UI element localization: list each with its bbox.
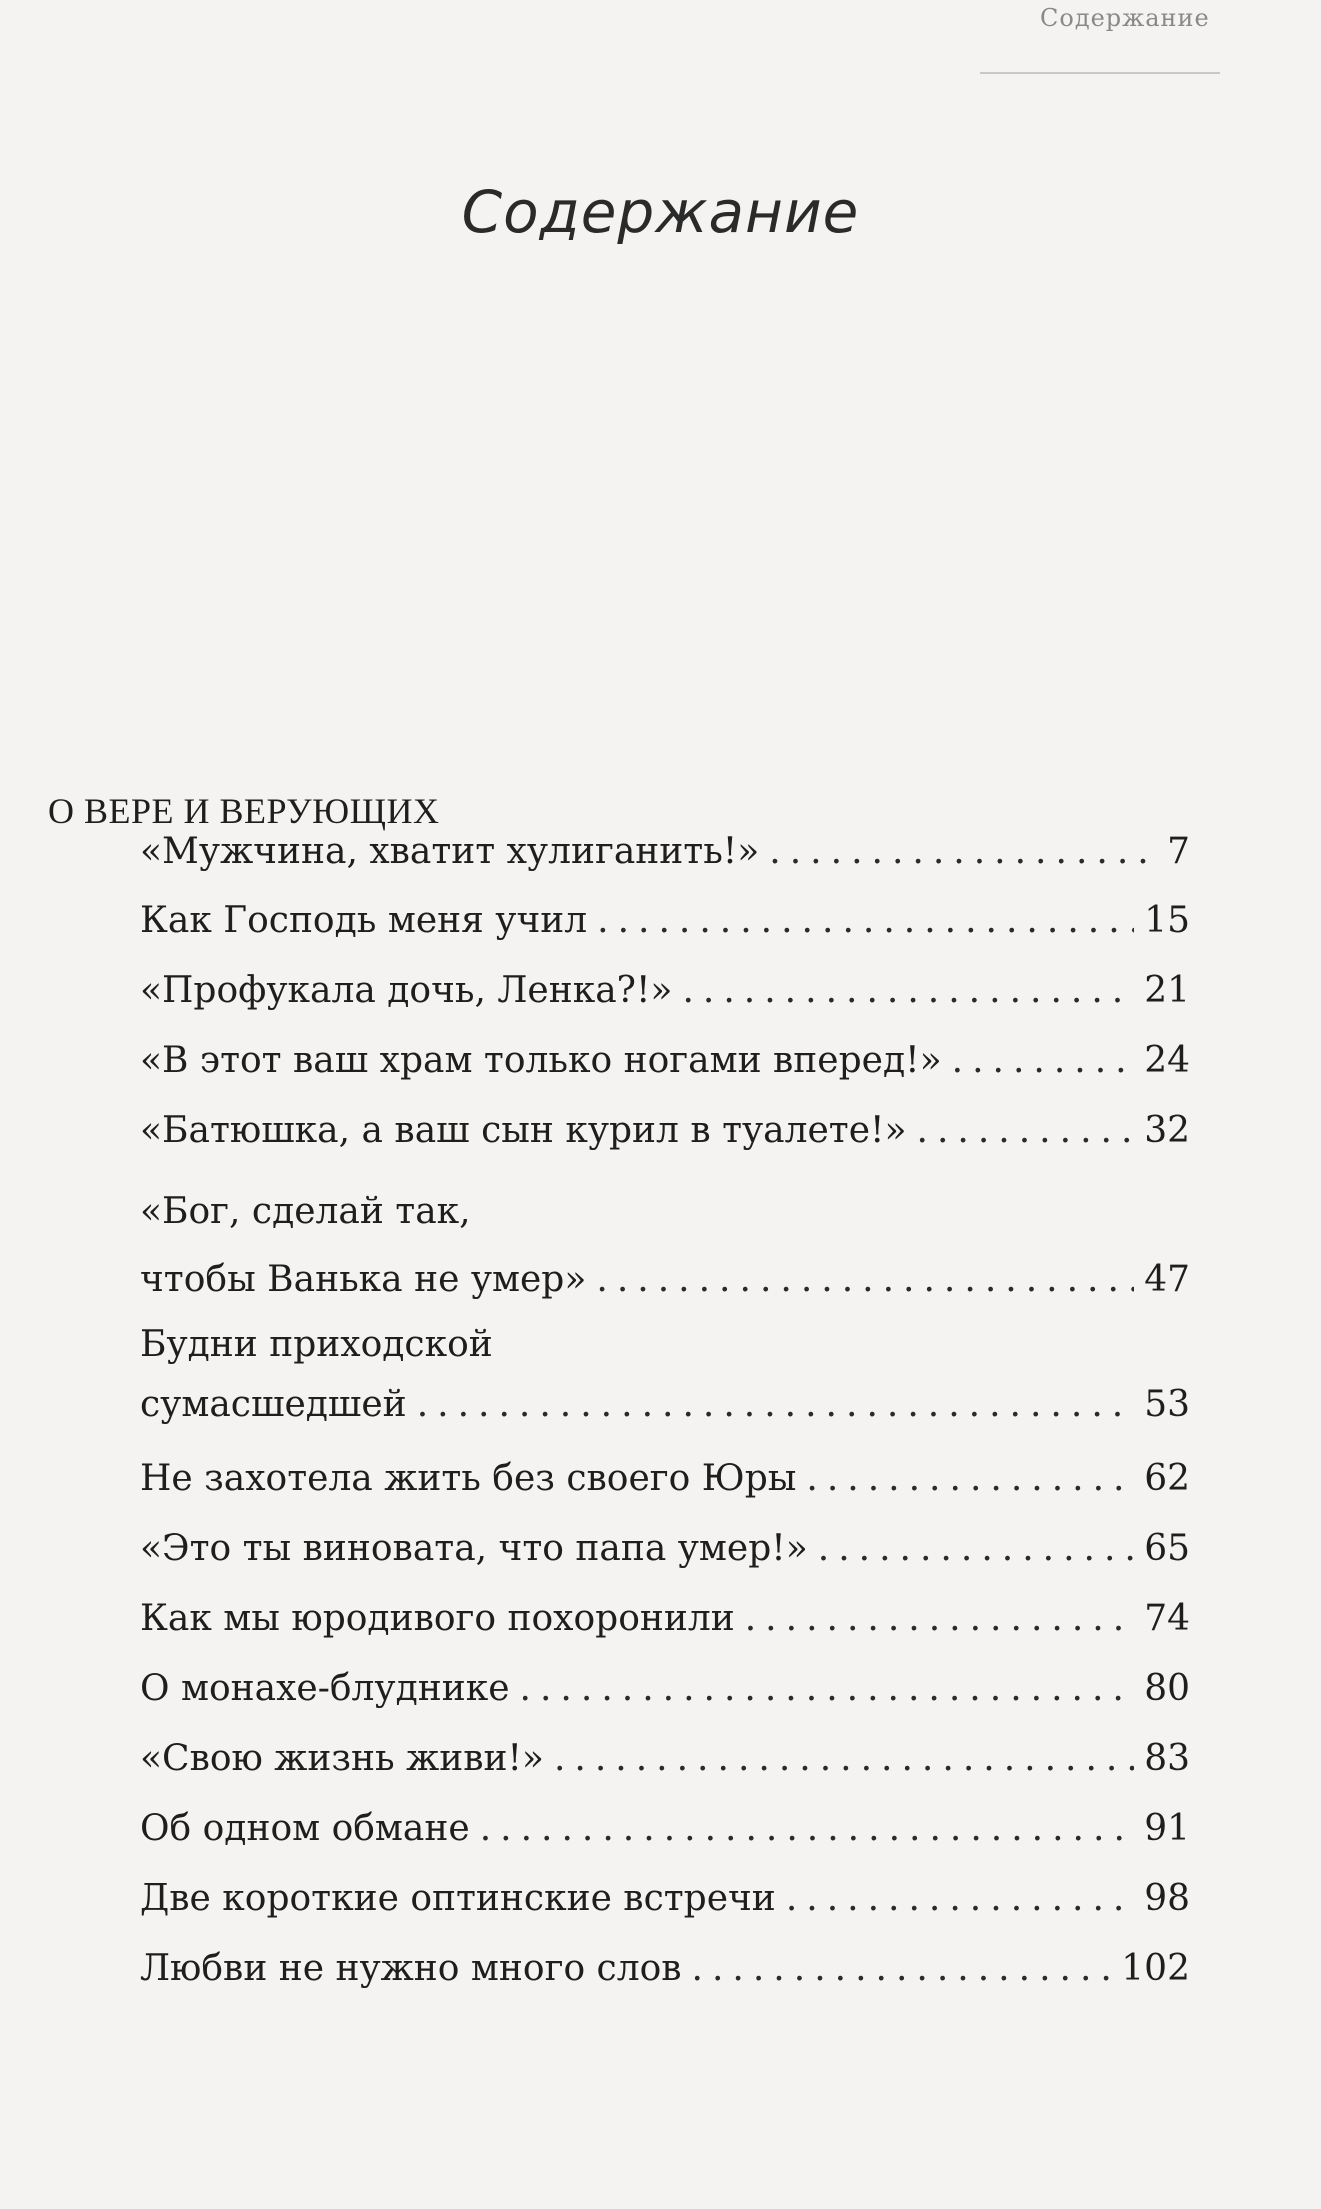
toc-entry-page: 53 bbox=[1144, 1384, 1190, 1425]
toc-entry-title: Не захотела жить без своего Юры bbox=[140, 1458, 797, 1499]
leader-dots bbox=[917, 1107, 1135, 1155]
toc-entry[interactable] bbox=[140, 1107, 1190, 1155]
leader-dots bbox=[520, 1665, 1135, 1713]
toc-entry[interactable] bbox=[140, 1875, 1190, 1923]
leader-dots bbox=[692, 1945, 1112, 1993]
leader-dots bbox=[818, 1525, 1134, 1573]
toc-entry-page: 74 bbox=[1144, 1598, 1190, 1639]
toc-entry-page: 83 bbox=[1144, 1738, 1190, 1779]
toc-entry-title: Как Господь меня учил bbox=[140, 900, 588, 941]
leader-dots bbox=[952, 1037, 1135, 1085]
toc-entry[interactable] bbox=[140, 1321, 1190, 1429]
toc-entry[interactable] bbox=[140, 828, 1190, 876]
toc-entry-page: 80 bbox=[1144, 1668, 1190, 1709]
toc-entry-page: 24 bbox=[1144, 1040, 1190, 1081]
toc-entry-title: сумасшедшей bbox=[140, 1384, 407, 1425]
toc-entry[interactable] bbox=[140, 1805, 1190, 1853]
toc-entry-title-line1: «Бог, сделай так, bbox=[140, 1191, 471, 1232]
toc-entry-title: «Мужчина, хватит хулиганить!» bbox=[140, 831, 760, 872]
toc-entry[interactable] bbox=[140, 1525, 1190, 1573]
toc-entry-page: 65 bbox=[1144, 1528, 1190, 1569]
toc-entry-title: Любви не нужно много слов bbox=[140, 1948, 682, 1989]
toc-entry-page: 15 bbox=[1144, 900, 1190, 941]
toc-entry[interactable] bbox=[140, 1945, 1190, 1993]
toc-entry-title: «В этот ваш храм только ногами вперед!» bbox=[140, 1040, 942, 1081]
toc-entry-page: 21 bbox=[1144, 970, 1190, 1011]
leader-dots bbox=[769, 828, 1152, 876]
toc-entry-page: 98 bbox=[1144, 1878, 1190, 1919]
toc-entry-title: Об одном обмане bbox=[140, 1808, 470, 1849]
leader-dots bbox=[597, 897, 1134, 945]
toc-entry-page: 47 bbox=[1144, 1259, 1190, 1300]
toc-entry[interactable] bbox=[140, 897, 1190, 945]
toc-entry-title: «Профукала дочь, Ленка?!» bbox=[140, 970, 673, 1011]
toc-entry-page: 102 bbox=[1121, 1948, 1190, 1989]
leader-dots bbox=[554, 1735, 1134, 1783]
leader-dots bbox=[480, 1805, 1134, 1853]
toc-entry-title-line1: Будни приходской bbox=[140, 1324, 493, 1365]
toc-entry[interactable] bbox=[140, 967, 1190, 1015]
page-title: Содержание bbox=[461, 178, 860, 246]
toc-entry-page: 62 bbox=[1144, 1458, 1190, 1499]
header-rule bbox=[980, 72, 1220, 74]
leader-dots bbox=[806, 1455, 1134, 1503]
toc-entry[interactable] bbox=[140, 1595, 1190, 1643]
toc-entry-page: 91 bbox=[1144, 1808, 1190, 1849]
leader-dots bbox=[682, 967, 1134, 1015]
leader-dots bbox=[596, 1256, 1134, 1304]
leader-dots bbox=[745, 1595, 1134, 1643]
toc-entry-title: Как мы юродивого похоронили bbox=[140, 1598, 735, 1639]
toc-entry-page: 7 bbox=[1167, 831, 1190, 872]
toc-entry-title: О монахе-блуднике bbox=[140, 1668, 510, 1709]
running-head: Содержание bbox=[1040, 4, 1210, 32]
toc-entry[interactable] bbox=[140, 1037, 1190, 1085]
toc-entry-title: «Свою жизнь живи!» bbox=[140, 1738, 544, 1779]
toc-entry-title: Две короткие оптинские встречи bbox=[140, 1878, 776, 1919]
leader-dots bbox=[786, 1875, 1134, 1923]
toc-entry[interactable] bbox=[140, 1455, 1190, 1503]
toc-entry-title: «Батюшка, а ваш сын курил в туалете!» bbox=[140, 1110, 907, 1151]
leader-dots bbox=[417, 1381, 1135, 1429]
section-title: О ВЕРЕ И ВЕРУЮЩИХ bbox=[48, 791, 440, 831]
toc-entry-page: 32 bbox=[1144, 1110, 1190, 1151]
toc-entry[interactable] bbox=[140, 1735, 1190, 1783]
toc-entry-title: чтобы Ванька не умер» bbox=[140, 1259, 587, 1300]
toc-entry[interactable] bbox=[140, 1665, 1190, 1713]
toc-entry-title: «Это ты виновата, что папа умер!» bbox=[140, 1528, 808, 1569]
toc-entry[interactable] bbox=[140, 1188, 1190, 1304]
